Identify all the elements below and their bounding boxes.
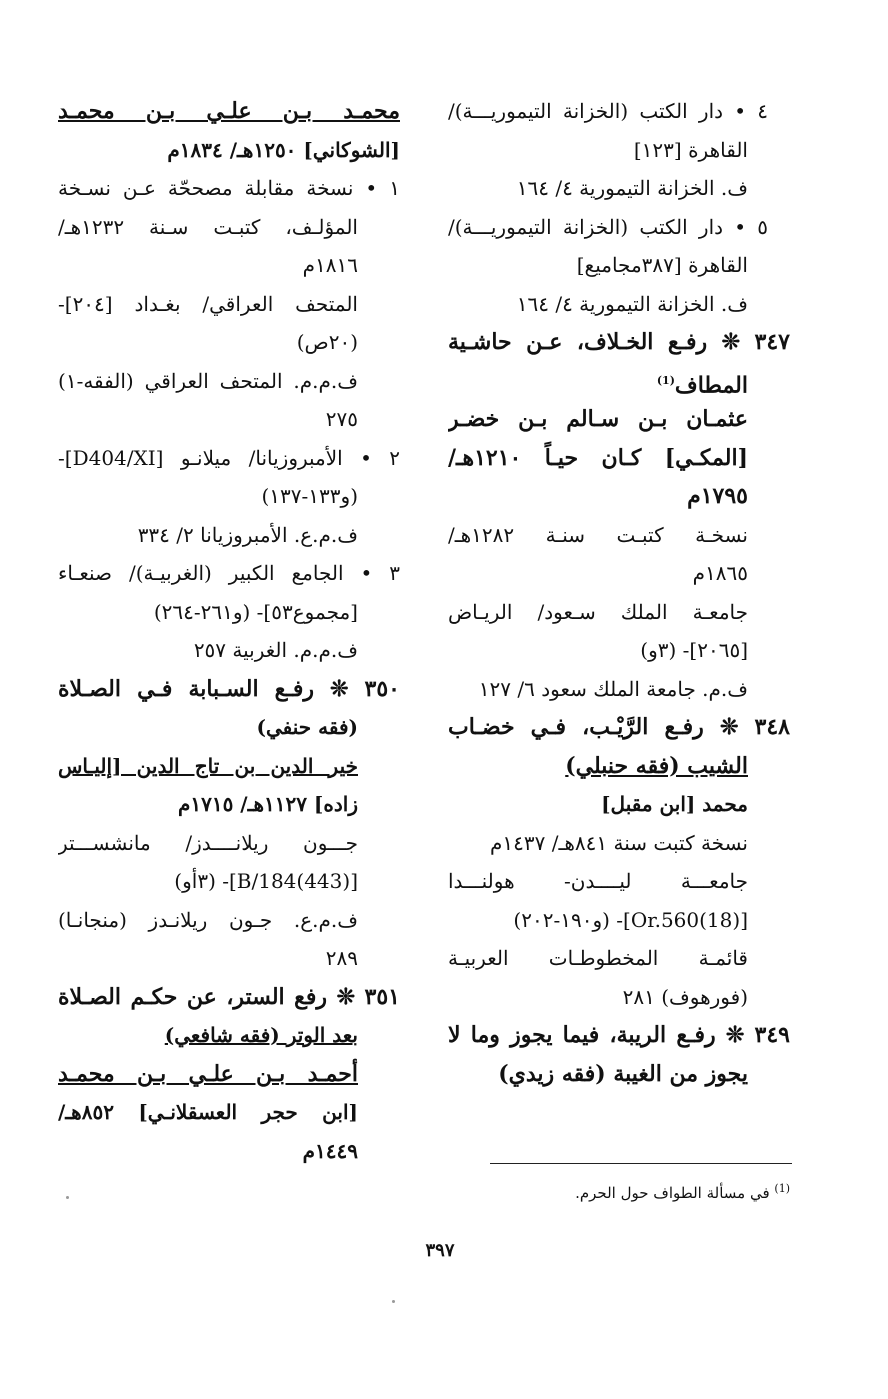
text-line: القاهرة [١٢٣] xyxy=(633,137,748,162)
text-line: ١ • نسخة مقابلة مصححّة عـن نسـخة xyxy=(58,176,400,200)
text-line: ف.م. جامعة الملك سعود ٦/ ١٢٧ xyxy=(478,676,748,701)
text-line: ٢٨٩ xyxy=(325,946,358,970)
text-line: [مجموع٥٣]- (و٢٦١-٢٦٤) xyxy=(153,599,358,624)
text-line: ف. الخزانة التيمورية ٤/ ١٦٤ xyxy=(516,291,748,316)
entry-title-347-cont xyxy=(448,362,790,401)
author-line: خير الدين بن تاج الدين [إليـاس xyxy=(58,753,358,778)
author-line: أحمـد بـن علـي بـن محمـد xyxy=(58,1060,358,1087)
text-line: ١٨٦٥م xyxy=(692,561,748,585)
entry-title-351-cont: بعد الوتر (فقه شافعي) xyxy=(164,1023,358,1047)
page-number: ٣٩٧ xyxy=(425,1240,455,1261)
scan-speck xyxy=(392,1300,395,1303)
author-line: ١٤٤٩م xyxy=(302,1138,358,1163)
text-line: ١٨١٦م xyxy=(302,253,358,277)
entry-title-351: ٣٥١ ❊ رفع الستر، عن حكـم الصـلاة xyxy=(58,983,400,1010)
entry-title-349-cont: يجوز من الغيبة (فقه زيدي) xyxy=(498,1060,748,1087)
text-line: نسخـة كتبـت سنـة ١٢٨٢هـ/ xyxy=(448,522,748,547)
text-line: ٢٧٥ xyxy=(325,407,358,431)
text-line: جـــون ريلانــــدز/ مانشســـتر xyxy=(58,830,358,855)
text-line: القاهرة [٣٨٧مجاميع] xyxy=(576,253,748,277)
text-line: ف.م.م. المتحف العراقي (الفقه-١) xyxy=(58,368,358,393)
entry-title-349: ٣٤٩ ❊ رفـع الريبة، فيما يجوز وما لا xyxy=(448,1022,790,1048)
text-line: ٢ • الأمبروزيانا/ ميلانـو [D404/XI]- xyxy=(58,445,400,470)
author-line: محمـد بـن علـي بـن محمـد xyxy=(58,98,400,124)
entry-title-350: ٣٥٠ ❊ رفـع السـبابة فـي الصـلاة xyxy=(58,675,400,702)
entry-title-348: ٣٤٨ ❊ رفـع الرَّيْـب، فـي خضـاب xyxy=(448,714,790,740)
scan-speck xyxy=(66,1196,69,1199)
text-line: ٤ • دار الكتب (الخزانة التيموريـــة)/ xyxy=(448,99,768,123)
author-line: [المكـي] كـان حيـاً ١٢١٠هـ/ xyxy=(448,444,748,471)
text-line: ف. الخزانة التيمورية ٤/ ١٦٤ xyxy=(516,176,748,200)
left-column xyxy=(58,92,400,1170)
entry-title-348-cont: الشيب (فقه حنبلي) xyxy=(565,752,748,779)
entry-title-350-cont: (فقه حنفي) xyxy=(256,715,358,739)
text-line: ٣ • الجامع الكبير (الغربيـة)/ صنعـاء xyxy=(58,561,400,585)
text-line: جامعـــة ليــــدن- هولنـــدا xyxy=(448,869,748,893)
author-line: محمد [ابن مقبل] xyxy=(601,792,748,816)
footnote-marker: (1) xyxy=(774,1182,790,1195)
text-line: ٥ • دار الكتب (الخزانة التيموريـــة)/ xyxy=(448,214,768,239)
text-line: (٢٠ص) xyxy=(296,330,358,354)
author-line: [ابن حجر العسقلانـي] ٨٥٢هـ/ xyxy=(58,1100,358,1124)
footnote-marker: (1) xyxy=(656,373,675,387)
text-line: [Or.560(18)]- (و١٩٠-٢٠٢) xyxy=(513,907,748,932)
text-line: (و١٣٣-١٣٧) xyxy=(261,484,358,508)
text-line: المؤلـف، كتبـت سـنة ١٢٣٢هـ/ xyxy=(58,214,358,239)
text-line: جامعـة الملك سـعود/ الريـاض xyxy=(448,599,748,624)
text-line: [B/184(443)]- (٣أو) xyxy=(174,869,358,893)
text-line: نسخة كتبت سنة ٨٤١هـ/ ١٤٣٧م xyxy=(490,830,748,855)
author-line: زاده] ١١٢٧هـ/ ١٧١٥م xyxy=(177,792,358,816)
text-line: قائمـة المخطوطـات العربيـة xyxy=(448,946,748,970)
entry-title-347: ٣٤٧ ❊ رفـع الخـلاف، عـن حاشـية xyxy=(448,329,790,355)
text-line: [٢٠٦٥]- (٣و) xyxy=(640,638,748,662)
author-line: [الشوكاني] ١٢٥٠هـ/ ١٨٣٤م xyxy=(167,137,400,162)
footnote-divider xyxy=(490,1163,792,1164)
right-column xyxy=(448,92,790,1093)
text-span: المطاف xyxy=(674,371,748,398)
footnote-text: في مسألة الطواف حول الحرم. xyxy=(575,1184,770,1202)
text-line: ف.م.م. الغربية ٢٥٧ xyxy=(193,638,358,662)
text-line: المتحف العراقي/ بغـداد [٢٠٤]- xyxy=(58,291,358,316)
text-line: ف.م.ع. جـون ريلانـدز (منجانـا) xyxy=(58,907,358,932)
footnote xyxy=(440,1178,790,1204)
author-line: ١٧٩٥م xyxy=(687,483,748,509)
text-line: ف.م.ع. الأمبروزيانا ٢/ ٣٣٤ xyxy=(137,522,358,547)
text-line: (فورهوف) ٢٨١ xyxy=(622,984,748,1009)
author-line: عثمـان بـن سـالم بـن خضـر xyxy=(448,406,748,432)
